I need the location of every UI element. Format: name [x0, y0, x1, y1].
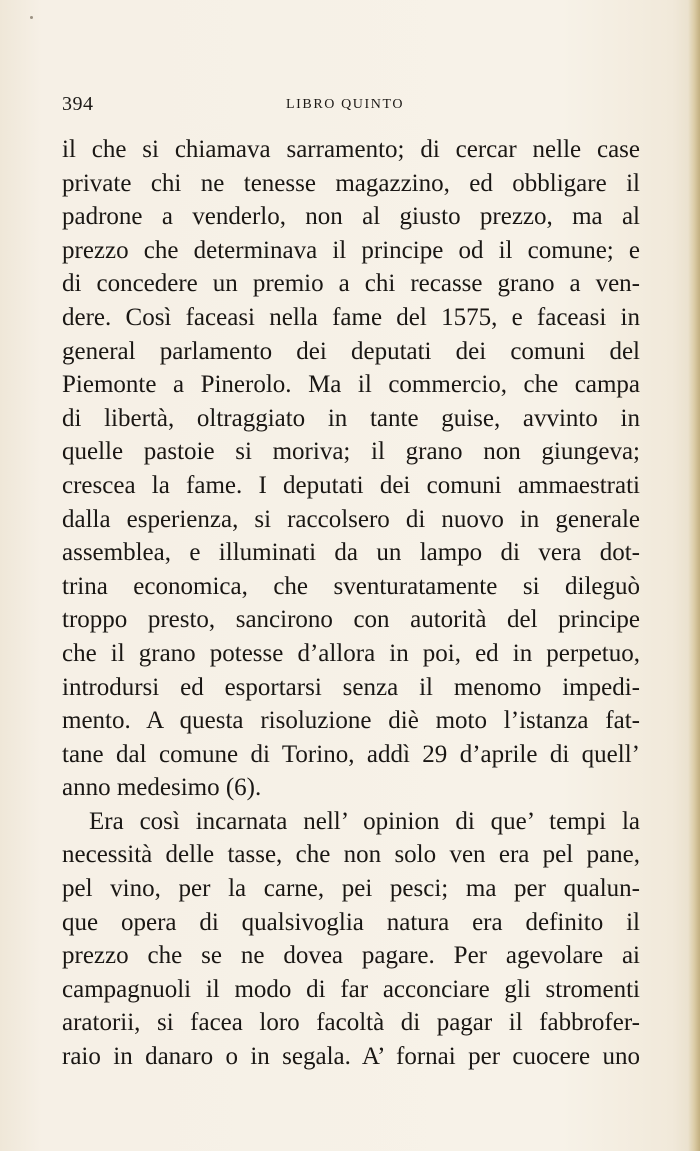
text-line: di libertà, oltraggiato in tante guise, avvinto in: [62, 404, 640, 432]
text-line: anno medesimo (6).: [62, 774, 262, 802]
text-line: quelle pastoie si moriva; il grano non giungeva;: [62, 438, 640, 466]
text-line: general parlamento dei deputati dei comuni del: [62, 337, 640, 365]
text-line: necessità delle tasse, che non solo ven era pel pane,: [62, 841, 640, 869]
page-edge-shadow: [688, 0, 700, 1151]
body-text: [62, 133, 640, 1074]
paper-speck: [30, 16, 33, 19]
running-head: LIBRO QUINTO: [286, 97, 405, 112]
page-number: 394: [62, 93, 94, 115]
text-line: il che si chiamava sarramento; di cercar nelle case: [62, 136, 640, 163]
text-line: prezzo che determinava il principe od il comune; e: [62, 236, 640, 264]
text-line: raio in danaro o in segala. A’ fornai per cuocere uno: [62, 1043, 640, 1071]
text-line: Era così incarnata nell’ opinion di que’ tempi la: [89, 807, 640, 835]
text-line: assemblea, e illuminati da un lampo di vera dot-: [62, 539, 640, 567]
paragraph: [62, 133, 640, 805]
text-line: tane dal comune di Torino, addì 29 d’aprile di quell’: [62, 740, 640, 768]
text-line: aratorii, si facea loro facoltà di pagar il fabbrofer-: [62, 1009, 640, 1037]
text-line: di concedere un premio a chi recasse grano a ven-: [62, 270, 640, 298]
text-line: crescea la fame. I deputati dei comuni ammaestrati: [62, 471, 640, 499]
text-line: trina economica, che sventuratamente si dileguò: [62, 572, 640, 600]
paragraph: [62, 805, 640, 1074]
text-line: Piemonte a Pinerolo. Ma il commercio, che campa: [62, 371, 640, 399]
text-line: dalla esperienza, si raccolsero di nuovo in generale: [62, 505, 640, 533]
text-line: campagnuoli il modo di far acconciare gli stromenti: [62, 975, 640, 1003]
text-line: troppo presto, sancirono con autorità del principe: [62, 606, 640, 634]
text-line: dere. Così faceasi nella fame del 1575, e faceasi in: [62, 303, 640, 331]
page-header: [62, 93, 642, 115]
text-line: private chi ne tenesse magazzino, ed obbligare il: [62, 169, 640, 197]
text-line: prezzo che se ne dovea pagare. Per agevolare ai: [62, 942, 640, 970]
text-line: introdursi ed esportarsi senza il menomo impedi-: [62, 673, 640, 701]
text-line: que opera di qualsivoglia natura era definito il: [62, 908, 640, 936]
text-line: che il grano potesse d’allora in poi, ed in perpetuo,: [62, 639, 640, 667]
text-line: mento. A questa risoluzione diè moto l’istanza fat-: [62, 707, 640, 735]
text-line: pel vino, per la carne, pei pesci; ma per qualun-: [62, 875, 640, 903]
text-line: padrone a venderlo, non al giusto prezzo, ma al: [62, 203, 640, 231]
